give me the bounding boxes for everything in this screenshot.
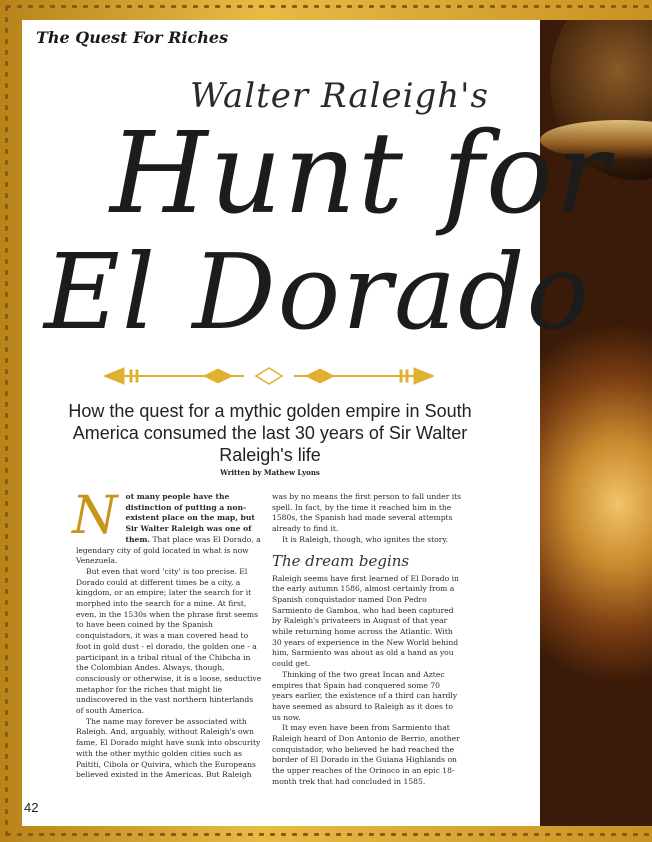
border-dot: [39, 5, 44, 8]
border-dot: [94, 5, 99, 8]
border-dot: [413, 5, 418, 8]
border-dot: [5, 61, 8, 66]
border-dot: [424, 833, 429, 836]
border-dot: [72, 833, 77, 836]
border-dot: [5, 435, 8, 440]
border-dot: [633, 5, 638, 8]
border-dot: [5, 369, 8, 374]
border-dot: [138, 5, 143, 8]
section-kicker: The Quest For Riches: [36, 28, 229, 47]
border-dot: [589, 5, 594, 8]
border-dot: [215, 833, 220, 836]
border-dot: [611, 833, 616, 836]
border-dot: [5, 787, 8, 792]
border-dot: [402, 5, 407, 8]
border-dot: [94, 833, 99, 836]
border-dot: [380, 5, 385, 8]
border-dot: [5, 765, 8, 770]
border-dot: [5, 501, 8, 506]
border-dot: [556, 5, 561, 8]
border-dot: [369, 833, 374, 836]
border-dot: [5, 567, 8, 572]
border-dot: [336, 833, 341, 836]
border-dot: [5, 556, 8, 561]
border-dot: [5, 809, 8, 814]
border-dot: [5, 457, 8, 462]
border-dot: [457, 5, 462, 8]
border-dot: [237, 833, 242, 836]
border-dot: [160, 5, 165, 8]
border-dot: [5, 754, 8, 759]
border-dot: [303, 5, 308, 8]
border-dot: [5, 611, 8, 616]
border-dot: [5, 798, 8, 803]
border-dot: [5, 193, 8, 198]
border-dot: [347, 5, 352, 8]
body-paragraph-8: It may even have been from Sarmiento that Raleigh heard of Don Antonio de Berrio, another conquistador, who believed he had reached the border of El Dorado in the Guiana Highlands on the upper reaches of the Orinoco in an epic 18-month trek that had concluded in 1585.: [272, 723, 460, 786]
border-dot: [105, 5, 110, 8]
border-dot: [259, 833, 264, 836]
border-dot: [182, 5, 187, 8]
border-dot: [5, 160, 8, 165]
body-paragraph-7: Thinking of the two great Incan and Aztec empires that Spain had conquered some 70 years earlier, the existence of a third can hardly have seemed as absurd to Raleigh as it does to us now.: [272, 669, 458, 722]
border-dot: [567, 833, 572, 836]
border-dot: [5, 171, 8, 176]
border-dot: [358, 5, 363, 8]
border-dot: [138, 833, 143, 836]
border-dot: [534, 5, 539, 8]
border-dot: [578, 833, 583, 836]
border-dot: [512, 833, 517, 836]
border-dot: [5, 182, 8, 187]
border-dot: [5, 677, 8, 682]
border-dot: [28, 833, 33, 836]
border-dot: [490, 833, 495, 836]
border-dot: [5, 523, 8, 528]
border-dot: [127, 833, 132, 836]
drop-cap: N: [72, 486, 118, 546]
border-dot: [314, 833, 319, 836]
border-dot: [556, 833, 561, 836]
border-bottom: [0, 828, 652, 842]
border-dot: [413, 833, 418, 836]
border-dot: [435, 833, 440, 836]
border-dot: [5, 358, 8, 363]
border-dot: [446, 5, 451, 8]
border-dot: [237, 5, 242, 8]
border-dot: [171, 833, 176, 836]
border-dot: [468, 5, 473, 8]
border-dot: [611, 5, 616, 8]
border-dot: [182, 833, 187, 836]
border-dot: [402, 833, 407, 836]
border-dot: [479, 833, 484, 836]
border-dot: [600, 5, 605, 8]
byline: Written by Mathew Lyons: [220, 468, 320, 477]
border-dot: [17, 833, 22, 836]
border-dot: [325, 5, 330, 8]
border-dot: [589, 833, 594, 836]
border-dot: [204, 5, 209, 8]
border-dot: [391, 5, 396, 8]
border-dot: [149, 833, 154, 836]
border-dot: [270, 833, 275, 836]
border-dot: [5, 743, 8, 748]
border-dot: [5, 237, 8, 242]
border-dot: [369, 5, 374, 8]
border-dot: [5, 413, 8, 418]
border-dot: [292, 5, 297, 8]
border-dot: [193, 833, 198, 836]
border-dot: [5, 39, 8, 44]
border-dot: [226, 833, 231, 836]
border-dot: [193, 5, 198, 8]
border-dot: [5, 644, 8, 649]
border-dot: [5, 699, 8, 704]
border-top: [0, 0, 652, 14]
border-dot: [226, 5, 231, 8]
border-dot: [5, 28, 8, 33]
border-dot: [5, 666, 8, 671]
border-dot: [435, 5, 440, 8]
border-dot: [5, 248, 8, 253]
border-dot: [567, 5, 572, 8]
border-dot: [5, 600, 8, 605]
border-dot: [523, 833, 528, 836]
border-dot: [61, 833, 66, 836]
border-dot: [5, 105, 8, 110]
border-dot: [50, 5, 55, 8]
border-dot: [5, 820, 8, 825]
border-dot: [5, 776, 8, 781]
border-dot: [622, 5, 627, 8]
border-dot: [105, 833, 110, 836]
border-dot: [281, 833, 286, 836]
border-dot: [259, 5, 264, 8]
border-dot: [5, 512, 8, 517]
border-dot: [5, 479, 8, 484]
border-dot: [116, 5, 121, 8]
title-line-2: Hunt for: [110, 109, 611, 239]
border-dot: [5, 622, 8, 627]
border-dot: [5, 468, 8, 473]
border-dot: [5, 391, 8, 396]
arrow-left-icon: [104, 368, 124, 384]
border-dot: [5, 831, 8, 836]
border-dot: [391, 833, 396, 836]
page-number: 42: [24, 800, 39, 815]
border-dot: [248, 5, 253, 8]
title-line-1: Walter Raleigh's: [190, 76, 489, 116]
border-dot: [5, 446, 8, 451]
border-dot: [633, 833, 638, 836]
body-paragraph-6: Raleigh seems have first learned of El Dorado in the early autumn 1586, almost certainly from a Spanish conquistador named Don Pedro Sarmiento de Gamboa, who had been captured by Raleigh's privateers in August of that year while returning home across the Atlantic. With 30 years of experience in the New World behind him, Sarmiento was about as old a hand as you could get.: [272, 573, 459, 669]
border-dot: [5, 83, 8, 88]
border-dot: [5, 325, 8, 330]
border-dot: [5, 17, 8, 22]
border-dot: [5, 578, 8, 583]
border-dot: [5, 424, 8, 429]
border-dot: [281, 5, 286, 8]
body-column-1: [72, 486, 262, 781]
border-dot: [83, 833, 88, 836]
body-paragraph-1: [72, 486, 262, 567]
border-dot: [5, 270, 8, 275]
border-dot: [5, 281, 8, 286]
border-dot: [160, 833, 165, 836]
border-dot: [116, 833, 121, 836]
border-dot: [28, 5, 33, 8]
title-line-3: El Dorado: [44, 231, 592, 353]
arrow-right-icon: [414, 368, 434, 384]
border-left: [0, 0, 14, 842]
border-dot: [5, 633, 8, 638]
diamond-icon: [256, 368, 282, 384]
body-paragraph-2: But even that word 'city' is too precise. El Dorado could at different times be a city, a kingdom, or an empire; later the search for it morphed into the search for a mine. At first, even, in the 1530s when the phrase first seems to have been coined by the Spanish conquistadors, it was a man covered head to foot in gold dust - el dorado, the golden one - a participant in a tribal ritual of the Chibcha in the Colombian Andes. Always, though, consciously or otherwise, it is a loose, seductive metaphor for the riches that might lie undiscovered in the vast northern hinterlands of south America.: [76, 566, 262, 716]
border-dot: [61, 5, 66, 8]
border-dot: [292, 833, 297, 836]
border-dot: [5, 721, 8, 726]
border-dot: [5, 116, 8, 121]
border-dot: [501, 833, 506, 836]
border-dot: [358, 833, 363, 836]
border-dot: [5, 6, 8, 11]
border-dot: [17, 5, 22, 8]
border-dot: [545, 5, 550, 8]
border-dot: [5, 50, 8, 55]
border-dot: [50, 833, 55, 836]
border-dot: [424, 5, 429, 8]
lead-text: ot many people have the distinction of putting a non-existent place on the map, but Sir Walter Raleigh was one of them.: [125, 492, 255, 544]
border-dot: [512, 5, 517, 8]
border-dot: [5, 303, 8, 308]
border-dot: [5, 149, 8, 154]
border-dot: [5, 314, 8, 319]
border-dot: [446, 833, 451, 836]
border-dot: [5, 204, 8, 209]
border-dot: [644, 833, 649, 836]
border-dot: [644, 5, 649, 8]
border-dot: [325, 833, 330, 836]
border-dot: [204, 833, 209, 836]
border-dot: [83, 5, 88, 8]
border-dot: [5, 402, 8, 407]
border-dot: [248, 833, 253, 836]
body-paragraph-4: was by no means the first person to fall under its spell. In fact, by the time it reached him in the 1580s, the Spanish had made several attempts already to find it.: [272, 492, 462, 534]
border-dot: [5, 380, 8, 385]
standfirst: How the quest for a mythic golden empire in South America consumed the last 30 years of Sir Walter Raleigh's life: [68, 401, 472, 465]
border-dot: [5, 226, 8, 231]
border-dot: [523, 5, 528, 8]
border-dot: [5, 127, 8, 132]
body-column-2: [272, 492, 462, 788]
border-dot: [314, 5, 319, 8]
border-dot: [5, 259, 8, 264]
border-dot: [5, 688, 8, 693]
border-dot: [127, 5, 132, 8]
border-dot: [600, 833, 605, 836]
border-dot: [270, 5, 275, 8]
border-dot: [336, 5, 341, 8]
border-dot: [501, 5, 506, 8]
body-paragraph-3: The name may forever be associated with Raleigh. And, arguably, without Raleigh's own fame, El Dorado might have sunk into obscurity with the other mythic golden cities such as Paititi, Cibola or Quivira, which the Europeans believed existed in the Americas. But Raleigh: [76, 716, 261, 780]
border-dot: [5, 710, 8, 715]
border-dot: [5, 72, 8, 77]
border-dot: [72, 5, 77, 8]
border-dot: [622, 833, 627, 836]
border-dot: [171, 5, 176, 8]
border-dot: [380, 833, 385, 836]
border-dot: [5, 490, 8, 495]
border-dot: [5, 589, 8, 594]
border-dot: [347, 833, 352, 836]
border-dot: [5, 655, 8, 660]
border-dot: [5, 545, 8, 550]
border-dot: [479, 5, 484, 8]
border-dot: [5, 94, 8, 99]
border-dot: [5, 138, 8, 143]
border-dot: [5, 347, 8, 352]
border-dot: [545, 833, 550, 836]
border-dot: [5, 534, 8, 539]
border-dot: [534, 833, 539, 836]
border-dot: [578, 5, 583, 8]
border-dot: [457, 833, 462, 836]
border-dot: [5, 215, 8, 220]
border-dot: [5, 292, 8, 297]
border-dot: [149, 5, 154, 8]
body-paragraph-5: It is Raleigh, though, who ignites the story.: [282, 534, 449, 544]
border-dot: [215, 5, 220, 8]
border-dot: [468, 833, 473, 836]
border-dot: [5, 336, 8, 341]
border-dot: [39, 833, 44, 836]
border-dot: [490, 5, 495, 8]
subhead: The dream begins: [272, 551, 410, 570]
border-dot: [303, 833, 308, 836]
border-dot: [5, 732, 8, 737]
ornament-divider: [104, 364, 434, 388]
paragraph-1-rest: That place was El Dorado, a legendary city of gold located in what is now Venezuela.: [76, 534, 261, 566]
